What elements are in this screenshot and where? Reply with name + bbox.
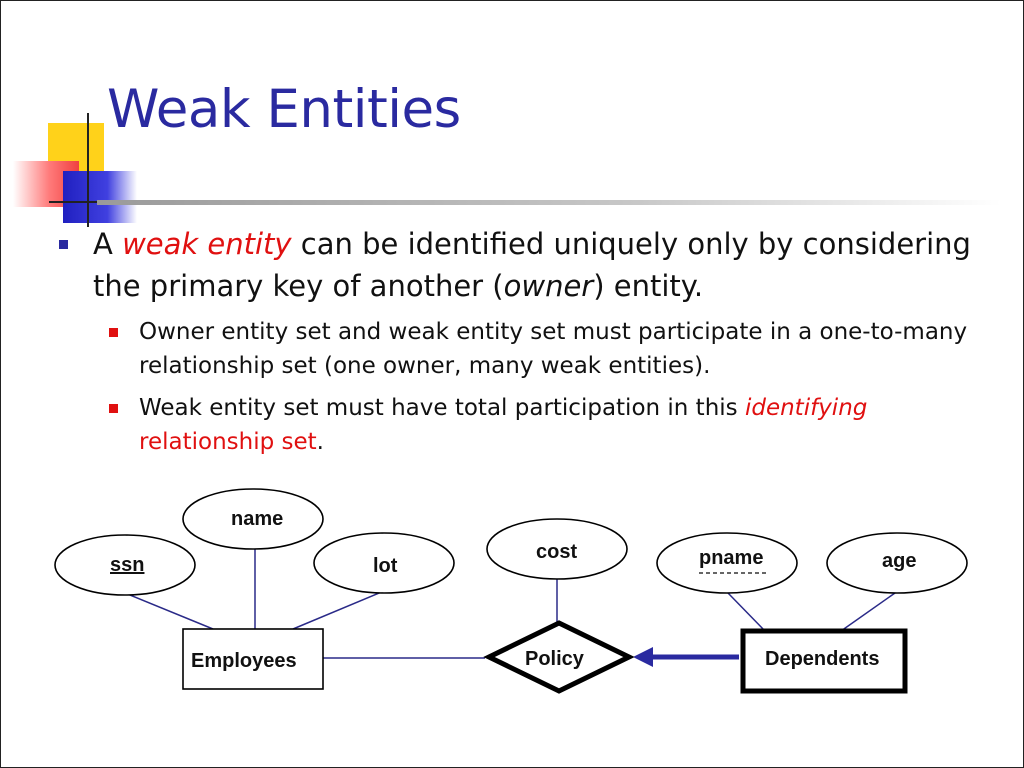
relationship-policy-label: Policy: [525, 648, 584, 670]
arrowhead-icon: [633, 647, 653, 667]
total-participation-arrow: [633, 647, 739, 667]
owner-term: owner: [503, 269, 594, 303]
attr-lot-label: lot: [373, 555, 398, 577]
er-diagram: [1, 1, 1023, 767]
attr-age-label: age: [882, 550, 917, 572]
attr-name-label: name: [231, 508, 284, 530]
bullet-text: A: [93, 227, 123, 261]
sub-bullet-text: Weak entity set must have total participation in this: [139, 395, 745, 421]
line-lot-employees: [293, 591, 384, 629]
sub-bullet-text: .: [316, 429, 324, 455]
line-age-dependents: [841, 593, 895, 631]
slide-title: Weak Entities: [107, 79, 461, 140]
weak-entity-term: weak entity: [122, 227, 292, 261]
entity-employees-label: Employees: [191, 650, 297, 672]
bullet-text: can be identified uniquely only by considering the primary key of another (: [93, 227, 971, 303]
attr-cost-label: cost: [536, 541, 578, 563]
entity-dependents-label: Dependents: [765, 648, 880, 670]
attr-ssn-label: ssn: [110, 554, 145, 576]
sub-bullet-text: Owner entity set and weak entity set must participate in a one-to-many relationship set (one owner, many weak entities).: [139, 319, 968, 379]
line-ssn-employees: [125, 593, 213, 629]
relationship-set-term: relationship set: [139, 429, 317, 455]
identifying-term: identifying: [744, 395, 868, 421]
attr-pname-label: pname: [699, 547, 764, 569]
bullet-text: ) entity.: [593, 269, 704, 303]
line-pname-dependents: [728, 593, 765, 631]
